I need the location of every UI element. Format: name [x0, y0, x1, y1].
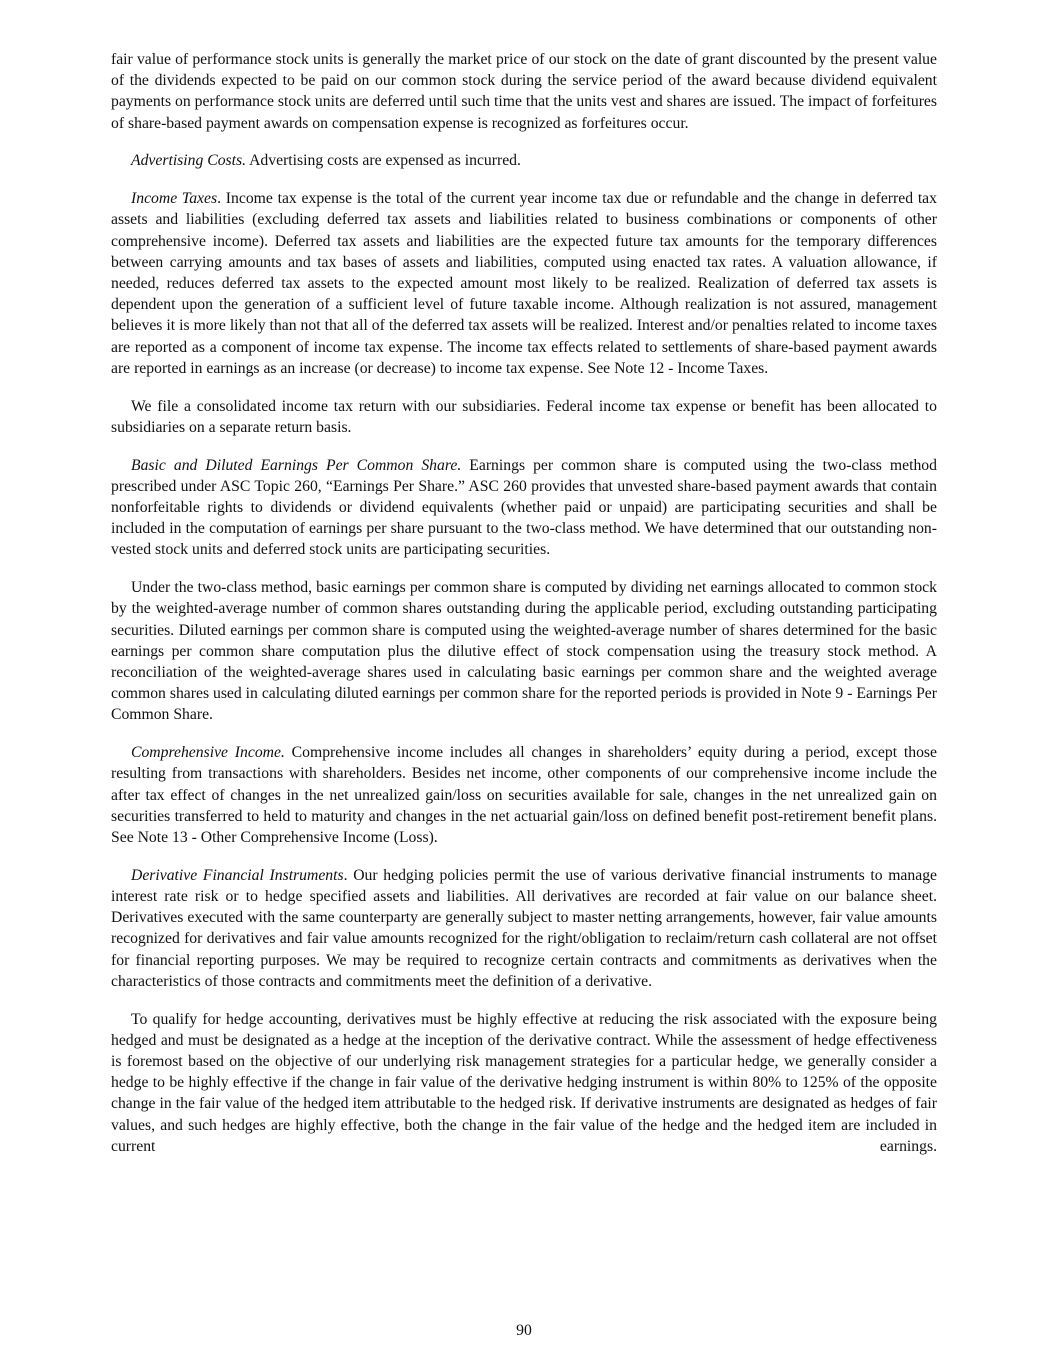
paragraph-two-class-method	[111, 577, 937, 725]
paragraph-earnings-per-share	[111, 455, 937, 561]
paragraph-body: Advertising costs are expensed as incurred.	[246, 152, 521, 170]
paragraph-derivative-instruments	[111, 865, 937, 992]
paragraph-body: Under the two-class method, basic earnings per common share is computed by dividing net earnings allocated to common stock by the weighted-average number of common shares outstanding during the applicable period, excluding outstanding participating securities. Diluted earnings per common share is computed using the weighted-average number of shares determined for the basic earnings per common share computation plus the dilutive effect of stock compensation using the treasury stock method. A reconciliation of the weighted-average shares used in calculating basic earnings per common share and the weighted average common shares used in calculating diluted earnings per common share for the reported periods is provided in Note 9 - Earnings Per Common Share.	[111, 579, 937, 724]
paragraph-body: To qualify for hedge accounting, derivatives must be highly effective at reducing the risk associated with the exposure being hedged and must be designated as a hedge at the inception of the derivative contract. While the assessment of hedge effectiveness is foremost based on the objective of our underlying risk management strategies for a particular hedge, we generally consider a hedge to be highly effective if the change in fair value of the derivative hedging instrument is within 80% to 125% of the opposite change in the fair value of the hedged item attributable to the hedged risk. If derivative instruments are designated as hedges of fair values, and such hedges are highly effective, both the change in the fair value of the hedge and the hedged item are included in current earnings.	[111, 1010, 937, 1155]
paragraph-consolidated-return	[111, 396, 937, 438]
page-number: 90	[516, 1322, 532, 1339]
document-page	[111, 49, 937, 1174]
section-heading: Comprehensive Income.	[131, 744, 285, 762]
paragraph-body: . Income tax expense is the total of the current year income tax due or refundable and the change in deferred tax assets and liabilities (excluding deferred tax assets and liabilities related to business combinations or components of other comprehensive income). Deferred tax assets and liabilities are the expected future tax amounts for the temporary differences between carrying amounts and tax bases of assets and liabilities, computed using enacted tax rates. A valuation allowance, if needed, reduces deferred tax assets to the expected amount most likely to be realized. Realization of deferred tax assets is dependent upon the generation of a sufficient level of future taxable income. Although realization is not assured, management believes it is more likely than not that all of the deferred tax assets will be realized. Interest and/or penalties related to income taxes are reported as a component of income tax expense. The income tax effects related to settlements of share-based payment awards are reported in earnings as an increase (or decrease) to income tax expense. See Note 12 - Income Taxes.	[111, 190, 937, 377]
paragraph-hedge-accounting	[111, 1009, 937, 1157]
paragraph-comprehensive-income	[111, 742, 937, 848]
section-heading: Advertising Costs.	[131, 152, 247, 170]
paragraph-income-taxes	[111, 188, 937, 379]
section-heading: Income Taxes	[131, 190, 218, 208]
section-heading: Basic and Diluted Earnings Per Common Share.	[131, 456, 462, 474]
paragraph-body: Comprehensive income includes all changes in shareholders’ equity during a period, except those resulting from transactions with shareholders. Besides net income, other components of our comprehensive income include the after tax effect of changes in the net unrealized gain/loss on securities available for sale, changes in the net unrealized gain on securities transferred to held to maturity and changes in the net actuarial gain/loss on defined benefit post-retirement benefit plans. See Note 13 - Other Comprehensive Income (Loss).	[111, 744, 938, 847]
paragraph-body: We file a consolidated income tax return with our subsidiaries. Federal income tax expense or benefit has been allocated to subsidiaries on a separate return basis.	[111, 397, 937, 436]
paragraph-body: fair value of performance stock units is generally the market price of our stock on the date of grant discounted by the present value of the dividends expected to be paid on our common stock during the service period of the award because dividend equivalent payments on performance stock units are deferred until such time that the units vest and shares are issued. The impact of forfeitures of share-based payment awards on compensation expense is recognized as forfeitures occur.	[111, 51, 937, 132]
paragraph-body: . Our hedging policies permit the use of various derivative financial instruments to manage interest rate risk or to hedge specified assets and liabilities. All derivatives are recorded at fair value on our balance sheet. Derivatives executed with the same counterparty are generally subject to master netting arrangements, however, fair value amounts recognized for derivatives and fair value amounts recognized for the right/obligation to reclaim/return cash collateral are not offset for financial reporting purposes. We may be required to recognize certain contracts and commitments as derivatives when the characteristics of those contracts and commitments meet the definition of a derivative.	[111, 866, 938, 990]
paragraph-advertising-costs	[111, 150, 937, 171]
section-heading: Derivative Financial Instruments	[131, 866, 344, 884]
paragraph-body: Earnings per common share is computed using the two-class method prescribed under ASC Topic 260, “Earnings Per Share.” ASC 260 provides that unvested share-based payment awards that contain nonforfeitable rights to dividends or dividend equivalents (whether paid or unpaid) are participating securities and shall be included in the computation of earnings per share pursuant to the two-class method. We have determined that our outstanding non-vested stock units and deferred stock units are participating securities.	[111, 456, 937, 559]
paragraph-performance-stock-units	[111, 49, 937, 134]
